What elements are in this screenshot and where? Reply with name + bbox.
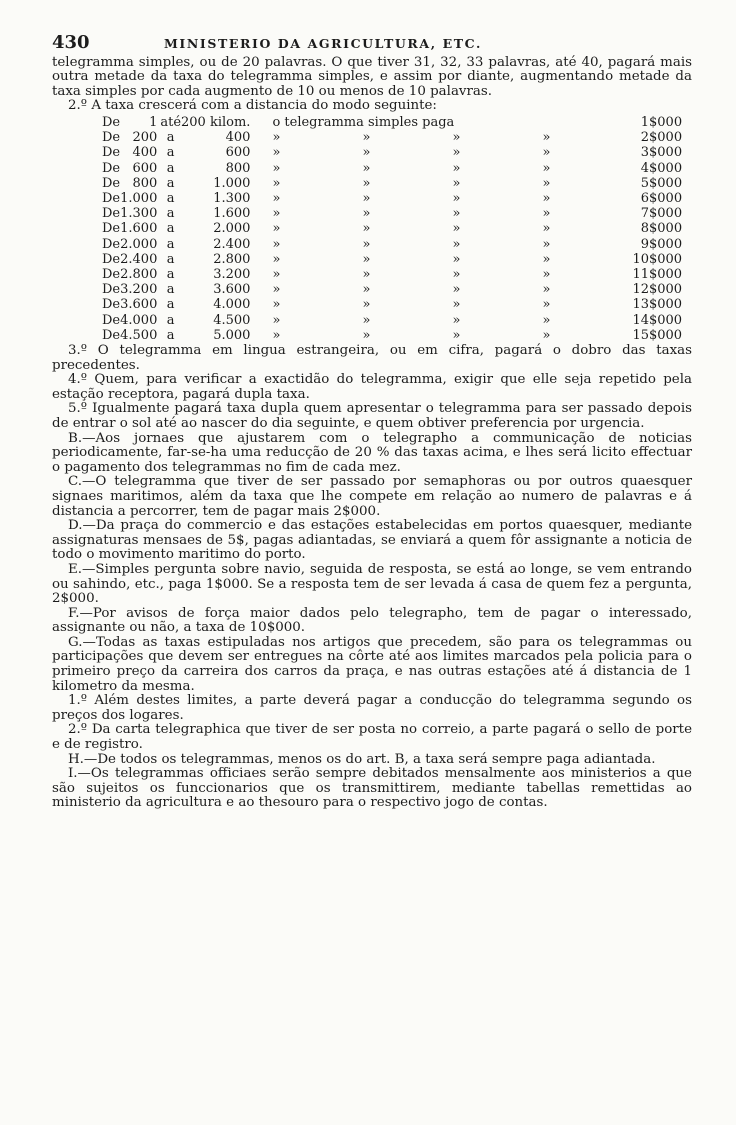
table-cell-a: a [166,297,175,313]
ditto-mark: » [452,190,461,206]
table-cell-price: 6$000 [640,190,683,206]
table-cell-a: a [166,145,175,161]
ditto-mark: » [542,160,551,176]
table-cell-ditto [250,252,632,267]
ditto-mark: » [452,236,461,252]
table-row [102,191,682,206]
ditto-mark: » [542,145,551,161]
table-cell-a: a [166,327,175,343]
table-cell-price: 10$000 [632,251,683,267]
ditto-mark: » [542,175,551,191]
ditto-mark: » [542,327,551,343]
ditto-mark: » [452,221,461,237]
table-row [102,206,682,221]
table-cell-from: 2.400 [120,251,158,267]
table-cell-from: 1.300 [120,206,158,222]
table-cell-from: 800 [132,175,158,191]
table-cell-de: De [102,236,121,252]
table-cell-to: 600 [225,145,251,161]
page-number: 430 [52,32,90,53]
ditto-mark: » [362,221,371,237]
table-cell-to: 2.400 [213,236,251,252]
table-cell-a: a [166,206,175,222]
table-row [102,328,682,343]
table-row [102,115,682,130]
paragraph-g-2: 2.º Da carta telegraphica que tiver de ser posta no correio, a parte pagará o sello de porte e de registro. [52,722,692,753]
table-row [102,252,682,267]
ditto-mark: » [272,145,281,161]
table-cell-to: 3.200 [213,267,251,282]
ditto-mark: » [452,251,461,267]
table-cell-from: 600 [132,160,158,176]
table-cell-ditto [250,130,632,145]
ditto-mark: » [542,312,551,328]
table-cell-de: De [102,327,121,343]
rate-table [102,115,682,343]
ditto-mark: » [452,145,461,161]
table-cell-to: 5.000 [213,327,251,343]
table-cell-ditto [250,282,632,297]
table-cell-a: a [166,267,175,282]
ditto-mark: » [362,251,371,267]
table-cell-de: De [102,251,121,267]
table-cell-ditto [250,206,632,221]
table-cell-from: 3.600 [120,297,158,313]
table-cell-ditto [250,145,632,160]
table-cell-from: 4.000 [120,312,158,328]
table-cell-price: 2$000 [640,130,683,146]
table-cell-de: De [102,130,121,146]
table-cell-a: a [166,221,175,237]
table-cell-ditto [250,267,632,282]
ditto-mark: » [362,327,371,343]
table-row [102,313,682,328]
table-cell-ditto [250,313,632,328]
table-cell-ditto [250,221,632,236]
running-title: MINISTERIO DA AGRICULTURA, ETC. [164,36,482,51]
table-cell-a: a [166,160,175,176]
table-cell-de: De [102,267,121,282]
table-cell-to: 200 kilom. [181,114,251,130]
table-cell-a: até [160,114,182,130]
table-cell-price: 8$000 [640,221,683,237]
table-cell-price: 11$000 [632,267,683,282]
ditto-mark: » [452,327,461,343]
paragraph-d: D.—Da praça do commercio e das estações estabelecidas em portos quaesquer, mediante assignaturas mensaes de 5$, pagas adiantadas, se enviará a quem fôr assignante a noticia de todo o movimento maritimo do porto. [52,518,692,563]
table-cell-a: a [166,190,175,206]
ditto-mark: » [362,236,371,252]
table-cell-de: De [102,206,121,222]
ditto-mark: » [452,206,461,222]
table-cell-de: De [102,190,121,206]
table-cell-a: a [166,312,175,328]
table-row [102,176,682,191]
ditto-mark: » [362,267,371,282]
table-cell-de: De [102,221,121,237]
ditto-mark: » [272,206,281,222]
table-cell-ditto [250,176,632,191]
ditto-mark: » [542,236,551,252]
table-cell-to: 2.800 [213,251,251,267]
table-cell-price: 15$000 [632,327,683,343]
paragraph-continuation: telegramma simples, ou de 20 palavras. O que tiver 31, 32, 33 palavras, até 40, pagará mais outra metade da taxa do telegramma simples, e assim por diante, augmentando metade da taxa simples por cada augmento de 10 ou menos de 10 palavras. [52,54,692,99]
ditto-mark: » [272,282,281,298]
table-cell-price: 12$000 [632,282,683,298]
ditto-mark: » [542,190,551,206]
table-cell-de: De [102,282,121,298]
table-cell-de: De [102,297,121,313]
paragraph-h: H.—De todos os telegrammas, menos os do art. B, a taxa será sempre paga adiantada. [68,751,656,767]
paragraph-item-5: 5.º Igualmente pagará taxa dupla quem apresentar o telegramma para ser passado depois de entrar o sol até ao nascer do dia seguinte, e quem obtiver preferencia por urgencia. [52,401,692,431]
ditto-mark: » [542,297,551,313]
ditto-mark: » [452,175,461,191]
paragraph-item-4: 4.º Quem, para verificar a exactidão do telegramma, exigir que elle seja repetido pela estação receptora, pagará dupla taxa. [52,372,692,402]
ditto-mark: » [362,145,371,161]
ditto-mark: » [542,251,551,267]
ditto-mark: » [452,282,461,298]
ditto-mark: » [272,130,281,146]
ditto-mark: » [542,221,551,237]
ditto-mark: » [542,267,551,282]
table-cell-to: 4.500 [213,312,251,328]
table-cell-price: 9$000 [640,236,683,252]
table-cell-price: 13$000 [632,297,683,313]
table-cell-to: 800 [225,160,251,176]
table-cell-to: 4.000 [213,297,251,313]
ditto-mark: » [362,175,371,191]
paragraph-i: I.—Os telegrammas officiaes serão sempre debitados mensalmente aos ministerios a que são sujeitos os funccionarios que os transmittirem, mediante tabellas remettidas ao ministerio da agricultura e ao thesouro para o respectivo jogo de contas. [52,766,692,811]
table-row [102,267,682,282]
table-cell-ditto [250,237,632,252]
ditto-mark: » [272,236,281,252]
table-row [102,221,682,236]
table-cell-to: 400 [225,130,251,146]
ditto-mark: » [362,160,371,176]
table-cell-price: 5$000 [640,175,683,191]
table-cell-from: 2.000 [120,236,158,252]
table-cell-a: a [166,175,175,191]
table-cell-price: 3$000 [640,145,683,161]
paragraph-g-1: 1.º Além destes limites, a parte deverá pagar a conducção do telegramma segundo os preços dos logares. [52,693,692,723]
ditto-mark: » [272,175,281,191]
table-row [102,145,682,160]
table-row [102,237,682,252]
table-row [102,130,682,145]
table-cell-price: 14$000 [632,312,683,328]
table-cell-ditto [250,328,632,343]
table-cell-a: a [166,130,175,146]
ditto-mark: » [542,206,551,222]
paragraph-g: G.—Todas as taxas estipuladas nos artigos que precedem, são para os telegrammas ou participações que devem ser entregues na côrte até aos limites marcados pela policia para o primeiro preço da carreira dos carros da praça, e nas outras estações até á distancia de 1 kilometro da mesma. [52,634,692,694]
ditto-mark: » [452,297,461,313]
table-cell-a: a [166,251,175,267]
table-row [102,282,682,297]
page-header [52,32,692,53]
paragraph-item-2: 2.º A taxa crescerá com a distancia do modo seguinte: [68,98,437,114]
table-row [102,161,682,176]
paragraph-b: B.—Aos jornaes que ajustarem com o telegrapho a communicação de noticias periodicamente, far-se-ha uma reducção de 20 % das taxas acima, e lhes será licito effectuar o pagamento dos telegrammas no fim de cada mez. [52,430,692,475]
table-row [102,297,682,312]
ditto-mark: » [452,160,461,176]
table-cell-de: De [102,175,121,191]
ditto-mark: » [362,130,371,146]
table-cell-a: a [166,236,175,252]
table-cell-price: 7$000 [640,206,683,222]
table-cell-to: 1.600 [213,206,251,222]
ditto-mark: » [272,297,281,313]
ditto-mark: » [272,160,281,176]
ditto-mark: » [542,130,551,146]
paragraph-item-3: 3.º O telegramma em lingua estrangeira, ou em cifra, pagará o dobro das taxas precedentes. [52,343,692,373]
table-cell-from: 4.500 [120,327,158,343]
ditto-mark: » [362,312,371,328]
ditto-mark: » [272,267,281,282]
table-cell-de: De [102,145,121,161]
ditto-mark: » [272,312,281,328]
ditto-mark: » [452,312,461,328]
table-cell-to: 2.000 [213,221,251,237]
ditto-mark: » [452,267,461,282]
table-cell-to: 1.000 [213,175,251,191]
table-cell-ditto [250,297,632,312]
paragraph-c: C.—O telegramma que tiver de ser passado por semaphoras ou por outros quaesquer signaes maritimos, além da taxa que lhe compete em relação ao numero de palavras e á distancia a percorrer, tem de pagar mais 2$000. [52,474,692,519]
ditto-mark: » [362,206,371,222]
table-cell-from: 400 [132,145,158,161]
ditto-mark: » [452,130,461,146]
table-cell-from: 2.800 [120,267,158,282]
table-cell-from: 3.200 [120,282,158,298]
ditto-mark: » [362,282,371,298]
ditto-mark: » [362,190,371,206]
table-cell-from: 1 [149,114,158,130]
table-cell-from: 1.000 [120,190,158,206]
ditto-mark: » [272,190,281,206]
table-cell-de: De [102,114,121,130]
ditto-mark: » [272,221,281,237]
table-cell-ditto [250,161,632,176]
ditto-mark: » [362,297,371,313]
page [52,32,692,811]
table-cell-price: 4$000 [640,160,683,176]
ditto-mark: » [272,251,281,267]
paragraph-e: E.—Simples pergunta sobre navio, seguida de resposta, se está ao longe, se vem entrando ou sahindo, etc., paga 1$000. Se a resposta tem de ser levada á casa de quem fez a pergunta, 2$000. [52,561,692,607]
table-cell-price: 1$000 [640,114,683,130]
table-cell-description: o telegramma simples paga [272,114,455,130]
paragraph-f: F.—Por avisos de força maior dados pelo telegrapho, tem de pagar o interessado, assignante ou não, a taxa de 10$000. [52,605,692,636]
table-cell-a: a [166,282,175,298]
ditto-mark: » [542,282,551,298]
table-cell-ditto [250,191,632,206]
table-cell-from: 1.600 [120,221,158,237]
table-cell-de: De [102,312,121,328]
table-cell-from: 200 [132,130,158,146]
table-cell-to: 1.300 [213,190,251,206]
table-cell-de: De [102,160,121,176]
table-cell-to: 3.600 [213,282,251,298]
ditto-mark: » [272,327,281,343]
